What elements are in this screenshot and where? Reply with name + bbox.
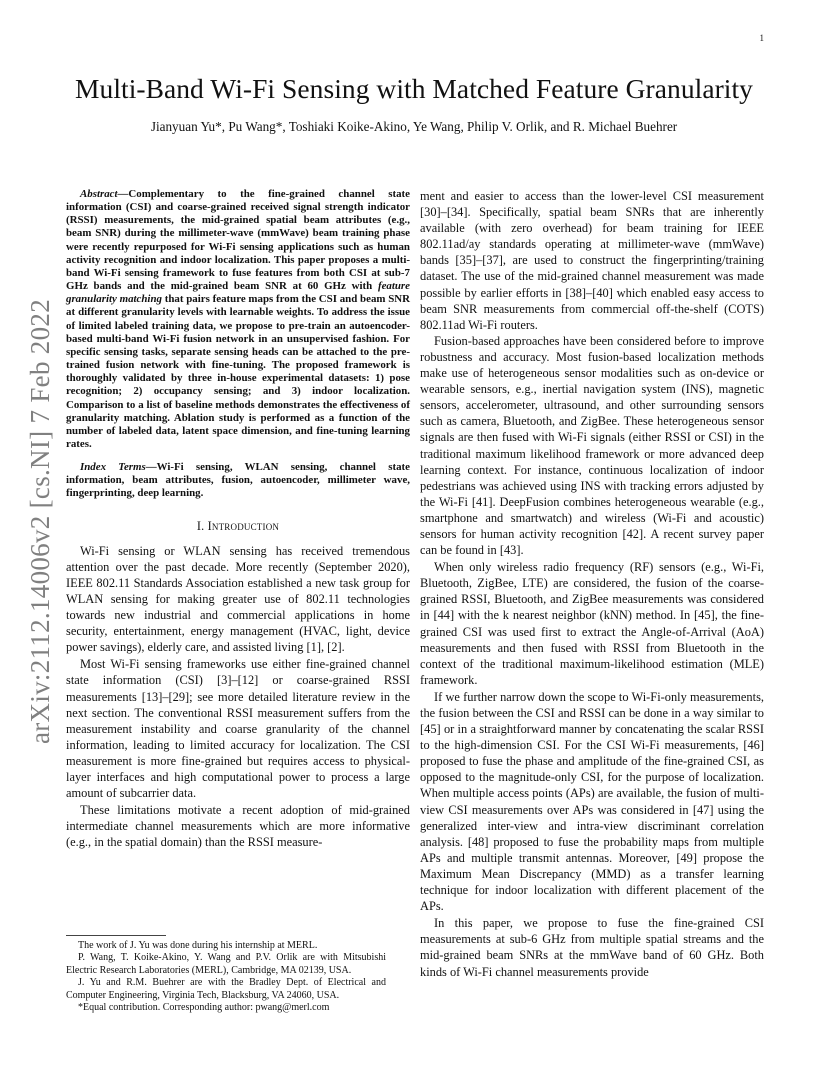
right-column (420, 188, 764, 980)
arxiv-stamp (21, 292, 59, 752)
abstract-emphasis: feature granularity matching (66, 280, 410, 306)
footnote-rule (66, 935, 166, 936)
left-paragraph-2: Most Wi-Fi sensing frameworks use either fine-grained channel state information (CSI) [3]–[12] or coarse-grained RSSI measurements [13]–[29]; see more detailed literature review in the next section. The conventional RSSI measurement suffers from the measurement instability and coarse granularity of the channel information, leading to limited accuracy for localization. The CSI measurement is more fine-grained but requires access to physical-layer interfaces and high computational power to process a large amount of subcarrier data. (66, 657, 410, 801)
footnotes (66, 940, 386, 1014)
right-paragraph-5: In this paper, we propose to fuse the fine-grained CSI measurements at sub-6 GHz from multiple spatial streams and the mid-grained beam SNRs at the mmWave band of 60 GHz. Both kinds of Wi-Fi channel measurements provide (420, 916, 764, 979)
abstract-text-b: that pairs feature maps from the CSI and beam SNR at different granularity levels with learnable weights. To address the issue of limited labeled training data, we propose to pre-train an autoencoder-based multi-band Wi-Fi fusion network in an unsupervised fashion. For specific sensing tasks, separate sensing heads can be attached to the pre-trained fusion network with fine-tuning. The proposed framework is thoroughly validated by three in-house experimental datasets: 1) pose recognition; 2) occupancy sensing; and 3) indoor localization. Comparison to a list of baseline methods demonstrates the effectiveness of granularity matching. Ablation study is performed as a function of the number of labeled data, latent space dimension, and fine-tuning learning rates. (66, 293, 411, 450)
page-number: 1 (759, 33, 764, 43)
left-paragraph-1: Wi-Fi sensing or WLAN sensing has received tremendous attention over the past decade. More recently (September 2020), IEEE 802.11 Standards Association established a new task group for WLAN sensing for making greater use of 802.11 technologies towards new industrial and commercial applications in home security, entertainment, energy management (HVAC, light, device power savings), elderly care, and assisted living [1], [2]. (66, 543, 410, 655)
abstract-text-a: —Complementary to the fine-grained channel state information (CSI) and coarse-grained received signal strength indicator (RSSI) measurements, the mid-grained spatial beam attributes (e.g., beam SNR) during the millimeter-wave (mmWave) beam training phase were recently repurposed for Wi-Fi sensing applications such as human activity recognition and indoor localization. This paper proposes a multi-band Wi-Fi sensing framework to fuse features from both CSI at sub-7 GHz bands and the mid-grained beam SNR at 60 GHz with (66, 188, 410, 293)
author-list: Jianyuan Yu*, Pu Wang*, Toshiaki Koike-Akino, Ye Wang, Philip V. Orlik, and R. Michael Buehrer (150, 119, 678, 134)
index-terms (66, 461, 410, 500)
left-paragraph-3: These limitations motivate a recent adoption of mid-grained intermediate channel measurements which are more informative (e.g., in the spatial domain) than the RSSI measure- (66, 803, 410, 850)
footnote-3: J. Yu and R.M. Buehrer are with the Bradley Dept. of Electrical and Computer Engineering, Virginia Tech, Blacksburg, VA 24060, USA. (66, 977, 386, 1001)
footnote-4: *Equal contribution. Corresponding author: pwang@merl.com (78, 1002, 330, 1014)
footnote-2: P. Wang, T. Koike-Akino, Y. Wang and P.V. Orlik are with Mitsubishi Electric Research Laboratories (MERL), Cambridge, MA 02139, USA. (66, 952, 386, 976)
right-paragraph-3: When only wireless radio frequency (RF) sensors (e.g., Wi-Fi, Bluetooth, ZigBee, LTE) are considered, the fusion of the coarse-grained RSSI, Bluetooth, and ZigBee measurements was considered in [44] with the k nearest neighbor (kNN) method. In [45], the fine-grained CSI was used first to extract the Angle-of-Arrival (AoA) measurements and then fused with RSSI from Bluetooth in the context of the traditional maximum-likelihood estimation (MLE) framework. (420, 560, 764, 687)
abstract (66, 188, 410, 451)
left-column (66, 188, 410, 850)
footnote-1: The work of J. Yu was done during his internship at MERL. (78, 940, 318, 951)
right-paragraph-4: If we further narrow down the scope to Wi-Fi-only measurements, the fusion between the CSI and RSSI can be done in a way similar to [45] or in a straightforward manner by concatenating the scalar RSSI to the high-dimension CSI. For the CSI Wi-Fi measurements, [46] proposed to fuse the phase and amplitude of the fine-grained CSI, as opposed to the magnitude-only CSI, for the purpose of localization. When multiple access points (APs) are available, the fusion of multi-view CSI measurements over APs was considered in [47] using the generalized inter-view and intra-view discriminant correlation analysis. [48] proposed to fuse the probability maps from multiple APs and multiple transmit antennas. Moreover, [49] propose the Maximum Mean Discrepancy (MMD) as a transfer learning technique for indoor localization with different placement of the APs. (420, 689, 764, 914)
right-paragraph-1: ment and easier to access than the lower-level CSI measurement [30]–[34]. Specifically, spatial beam SNRs that are inherently available (with zero overhead) for beam training for IEEE 802.11ad/ay standards operating at millimeter-wave (mmWave) bands [35]–[37], are used to construct the fingerprinting/training dataset. The use of the mid-grained channel measurement was made possible by earlier efforts in [38]–[40] which enabled easy access to beam SNR measurements from commercial off-the-shelf (COTS) 802.11ad Wi-Fi routers. (420, 189, 764, 332)
right-paragraph-2: Fusion-based approaches have been considered before to improve robustness and accuracy. Most fusion-based localization methods make use of heterogeneous sensor modalities such as on-device or wearable sensors, e.g., inertial navigation system (INS), magnetic sensors, accelerometer, ultrasound, and other surrounding sensors such as camera, Bluetooth, and ZigBee. These heterogeneous sensor signals are then fused with Wi-Fi signals (either RSSI or CSI) in the traditional maximum likelihood framework or more advanced deep learning context. For instance, continuous localization of indoor pedestrians was achieved using INS with tracking errors adjusted by the Wi-Fi [41]. DeepFusion combines heterogeneous wearable (e.g., smartphone and smartwatch) and wireless (Wi-Fi and acoustic) sensors for human activity recognition [42]. A recent survey paper can be found in [43]. (420, 333, 764, 558)
paper-title: Multi-Band Wi-Fi Sensing with Matched Feature Granularity (75, 73, 753, 104)
arxiv-stamp-text: arXiv:2112.14006v2 [cs.NI] 7 Feb 2022 (24, 299, 55, 745)
index-terms-text: —Wi-Fi sensing, WLAN sensing, channel state information, beam attributes, fusion, autoencoder, millimeter wave, fingerprinting, deep learning. (66, 461, 410, 500)
section-heading: I. Introduction (196, 518, 280, 533)
index-terms-label: Index Terms (80, 461, 146, 474)
abstract-label: Abstract (80, 188, 118, 200)
